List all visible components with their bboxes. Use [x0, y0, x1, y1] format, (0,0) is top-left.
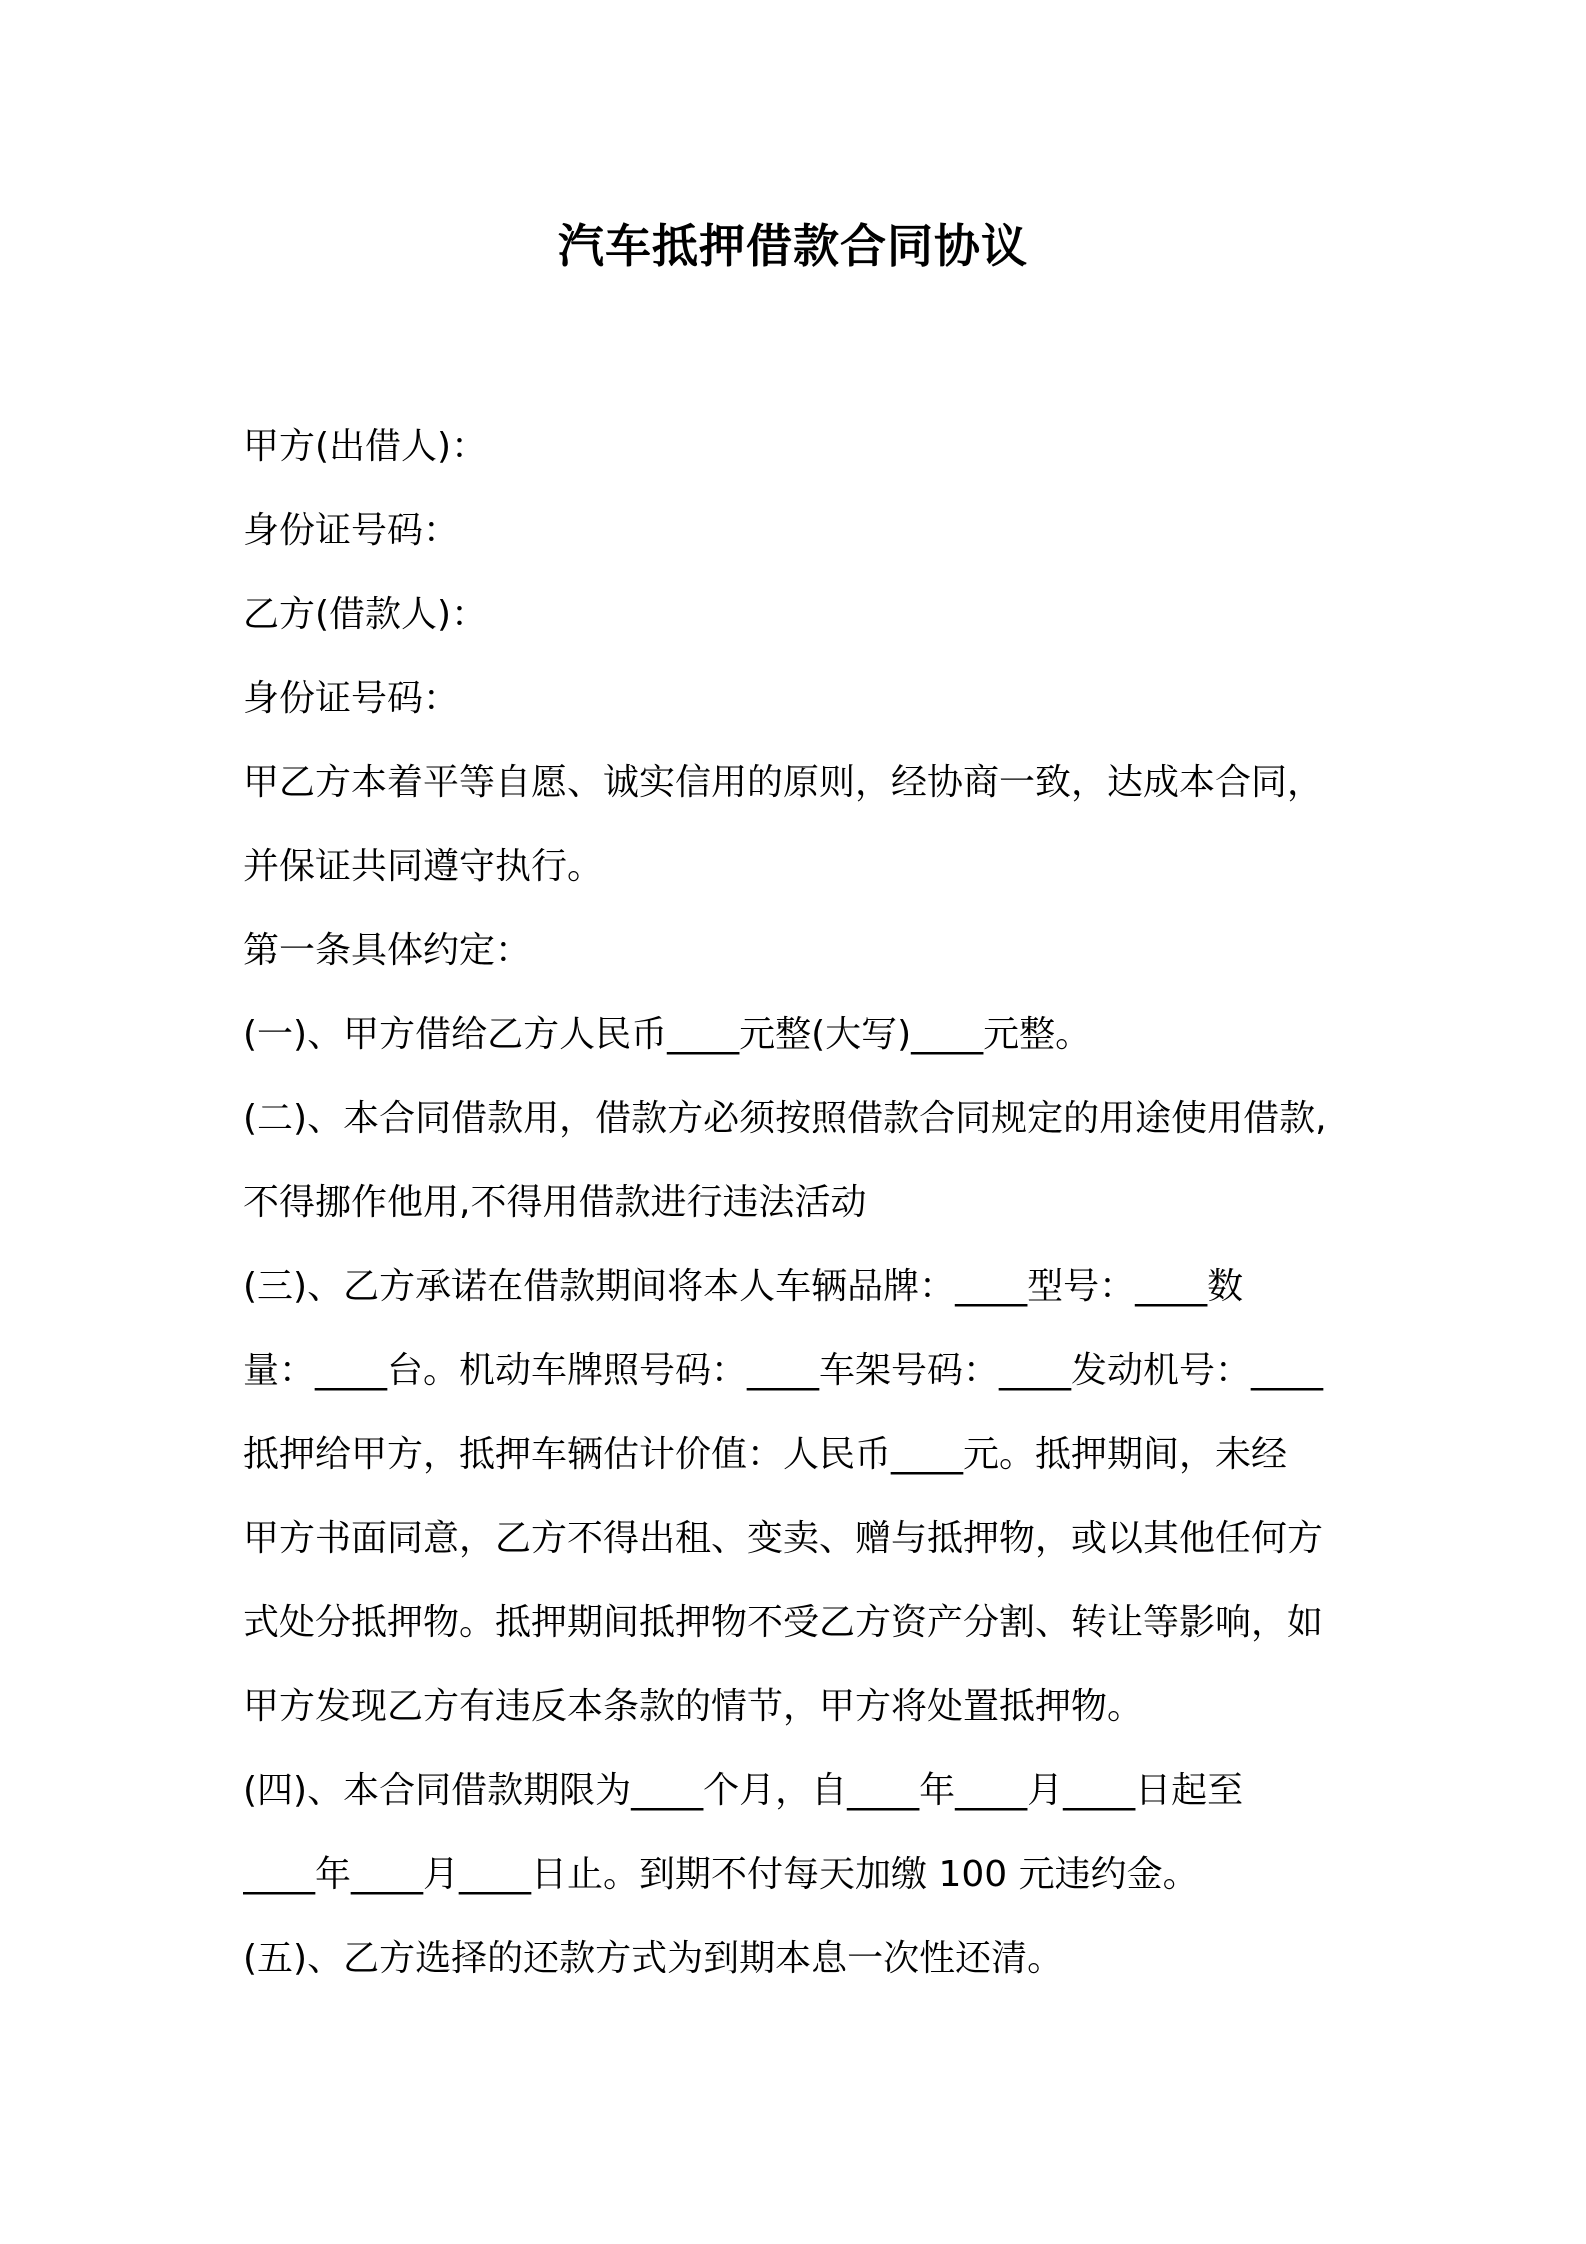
party-a-id-number: 身份证号码：: [243, 510, 460, 551]
clause-4-line: (四)、本合同借款期限为____个月，自____年____月____日起至: [243, 1770, 1244, 1811]
clause-3-line: 甲方书面同意，乙方不得出租、变卖、赠与抵押物，或以其他任何方: [243, 1518, 1324, 1559]
clause-2-line: (二)、本合同借款用，借款方必须按照借款合同规定的用途使用借款,: [243, 1098, 1327, 1139]
document-body: [243, 405, 1363, 2001]
clause-3-line: 式处分抵押物。抵押期间抵押物不受乙方资产分割、转让等影响，如: [243, 1602, 1324, 1643]
preamble-line: 甲乙方本着平等自愿、诚实信用的原则，经协商一致，达成本合同，: [243, 762, 1324, 803]
party-a-lender: 甲方(出借人)：: [243, 426, 488, 467]
clause-3-line: 抵押给甲方，抵押车辆估计价值：人民币____元。抵押期间，未经: [243, 1434, 1288, 1475]
clause-3-line: (三)、乙方承诺在借款期间将本人车辆品牌：____型号：____数: [243, 1266, 1244, 1307]
article-one-heading: 第一条具体约定：: [243, 930, 532, 971]
preamble-line: 并保证共同遵守执行。: [243, 846, 604, 887]
clause-3-line: 量：____台。机动车牌照号码：____车架号码：____发动机号：____: [243, 1350, 1324, 1391]
party-b-id-number: 身份证号码：: [243, 678, 460, 719]
clause-2-line: 不得挪作他用,不得用借款进行违法活动: [243, 1182, 867, 1223]
clause-1-line: (一)、甲方借给乙方人民币____元整(大写)____元整。: [243, 1014, 1092, 1055]
clause-4-line: ____年____月____日止。到期不付每天加缴 100 元违约金。: [243, 1854, 1199, 1895]
document-title: 汽车抵押借款合同协议: [558, 219, 1028, 273]
clause-5-line: (五)、乙方选择的还款方式为到期本息一次性还清。: [243, 1938, 1064, 1979]
clause-3-line: 甲方发现乙方有违反本条款的情节，甲方将处置抵押物。: [243, 1686, 1144, 1727]
party-b-borrower: 乙方(借款人)：: [243, 594, 488, 635]
